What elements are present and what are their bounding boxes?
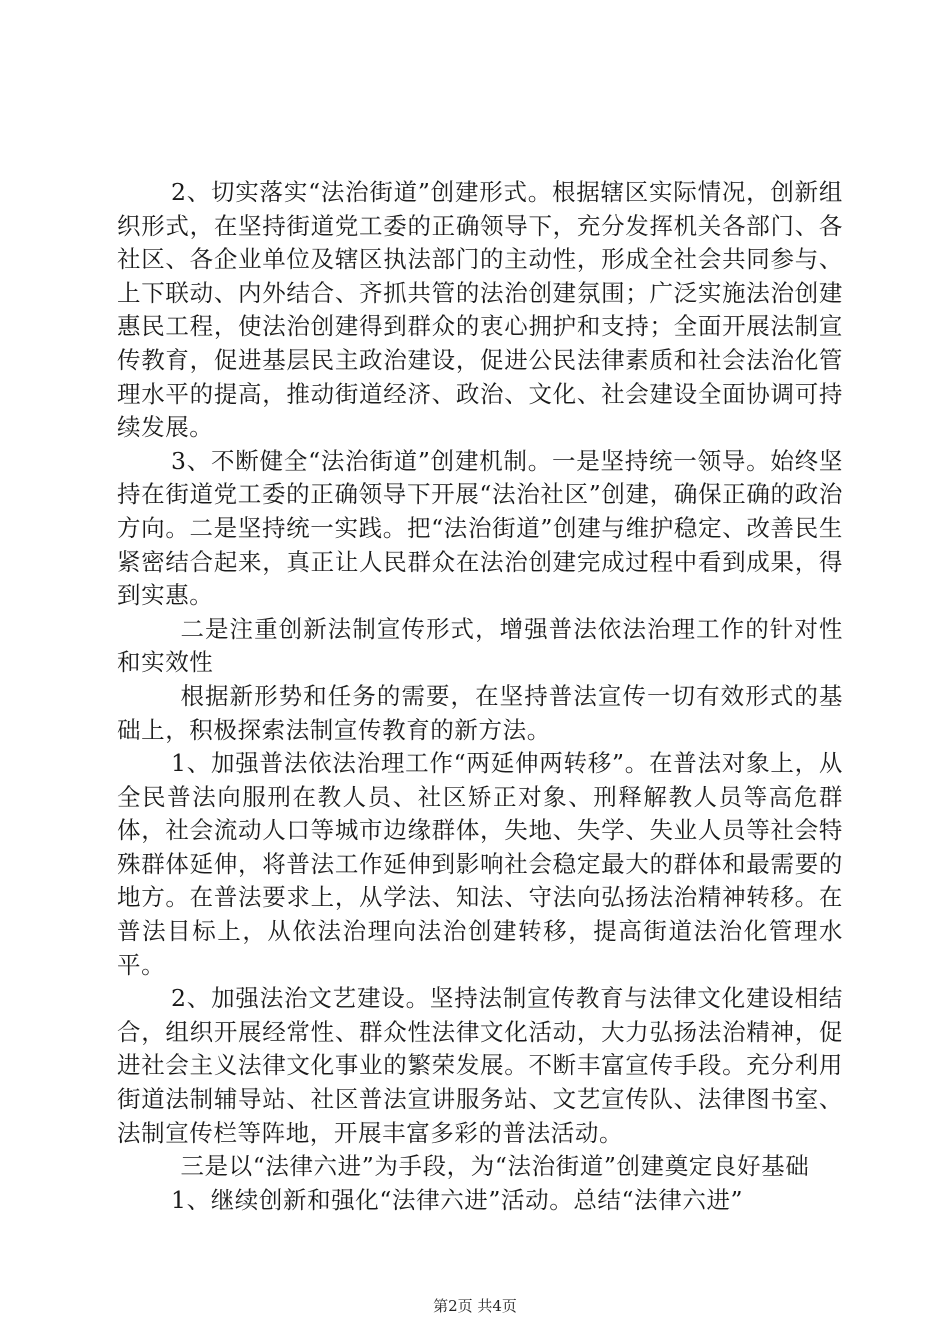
page-number-footer: 第2页 共4页 bbox=[433, 1297, 517, 1315]
document-body bbox=[117, 176, 843, 1217]
section-heading-3: 三是以“法律六进”为手段，为“法治街道”创建奠定良好基础 bbox=[180, 1152, 810, 1181]
paragraph-item-2-culture: 2、加强法治文艺建设。坚持法制宣传教育与法律文化建设相结合，组织开展经常性、群众性法律文化活动，大力弘扬法治精神，促进社会主义法律文化事业的繁荣发展。不断丰富宣传手段。充分利用街道法制辅导站、社区普法宣讲服务站、文艺宣传队、法律图书室、法制宣传栏等阵地，开展丰富多彩的普法活动。 bbox=[117, 984, 843, 1147]
section-intro-paragraph: 根据新形势和任务的需要，在坚持普法宣传一切有效形式的基础上，积极探索法制宣传教育的新方法。 bbox=[117, 681, 843, 744]
paragraph-item-2: 2、切实落实“法治街道”创建形式。根据辖区实际情况，创新组织形式，在坚持街道党工委的正确领导下，充分发挥机关各部门、各社区、各企业单位及辖区执法部门的主动性，形成全社会共同参与、上下联动、内外结合、齐抓共管的法治创建氛围；广泛实施法治创建惠民工程，使法治创建得到群众的衷心拥护和支持；全面开展法制宣传教育，促进基层民主政治建设，促进公民法律素质和社会法治化管理水平的提高，推动街道经济、政治、文化、社会建设全面协调可持续发展。 bbox=[117, 178, 843, 442]
paragraph-item-1-six-entries: 1、继续创新和强化“法律六进”活动。总结“法律六进” bbox=[171, 1185, 744, 1214]
paragraph-item-1-extension: 1、加强普法依法治理工作“两延伸两转移”。在普法对象上，从全民普法向服刑在教人员、社区矫正对象、刑释解教人员等高危群体，社会流动人口等城市边缘群体，失地、失学、失业人员等社会特殊群体延伸，将普法工作延伸到影响社会稳定最大的群体和最需要的地方。在普法要求上，从学法、知法、守法向弘扬法治精神转移。在普法目标上，从依法治理向法治创建转移，提高街道法治化管理水平。 bbox=[117, 749, 843, 979]
section-heading-2: 二是注重创新法制宣传形式，增强普法依法治理工作的针对性和实效性 bbox=[117, 614, 843, 677]
paragraph-item-3: 3、不断健全“法治街道”创建机制。一是坚持统一领导。始终坚持在街道党工委的正确领导下开展“法治社区”创建，确保正确的政治方向。二是坚持统一实践。把“法治街道”创建与维护稳定、改善民生紧密结合起来，真正让人民群众在法治创建完成过程中看到成果，得到实惠。 bbox=[117, 446, 843, 610]
